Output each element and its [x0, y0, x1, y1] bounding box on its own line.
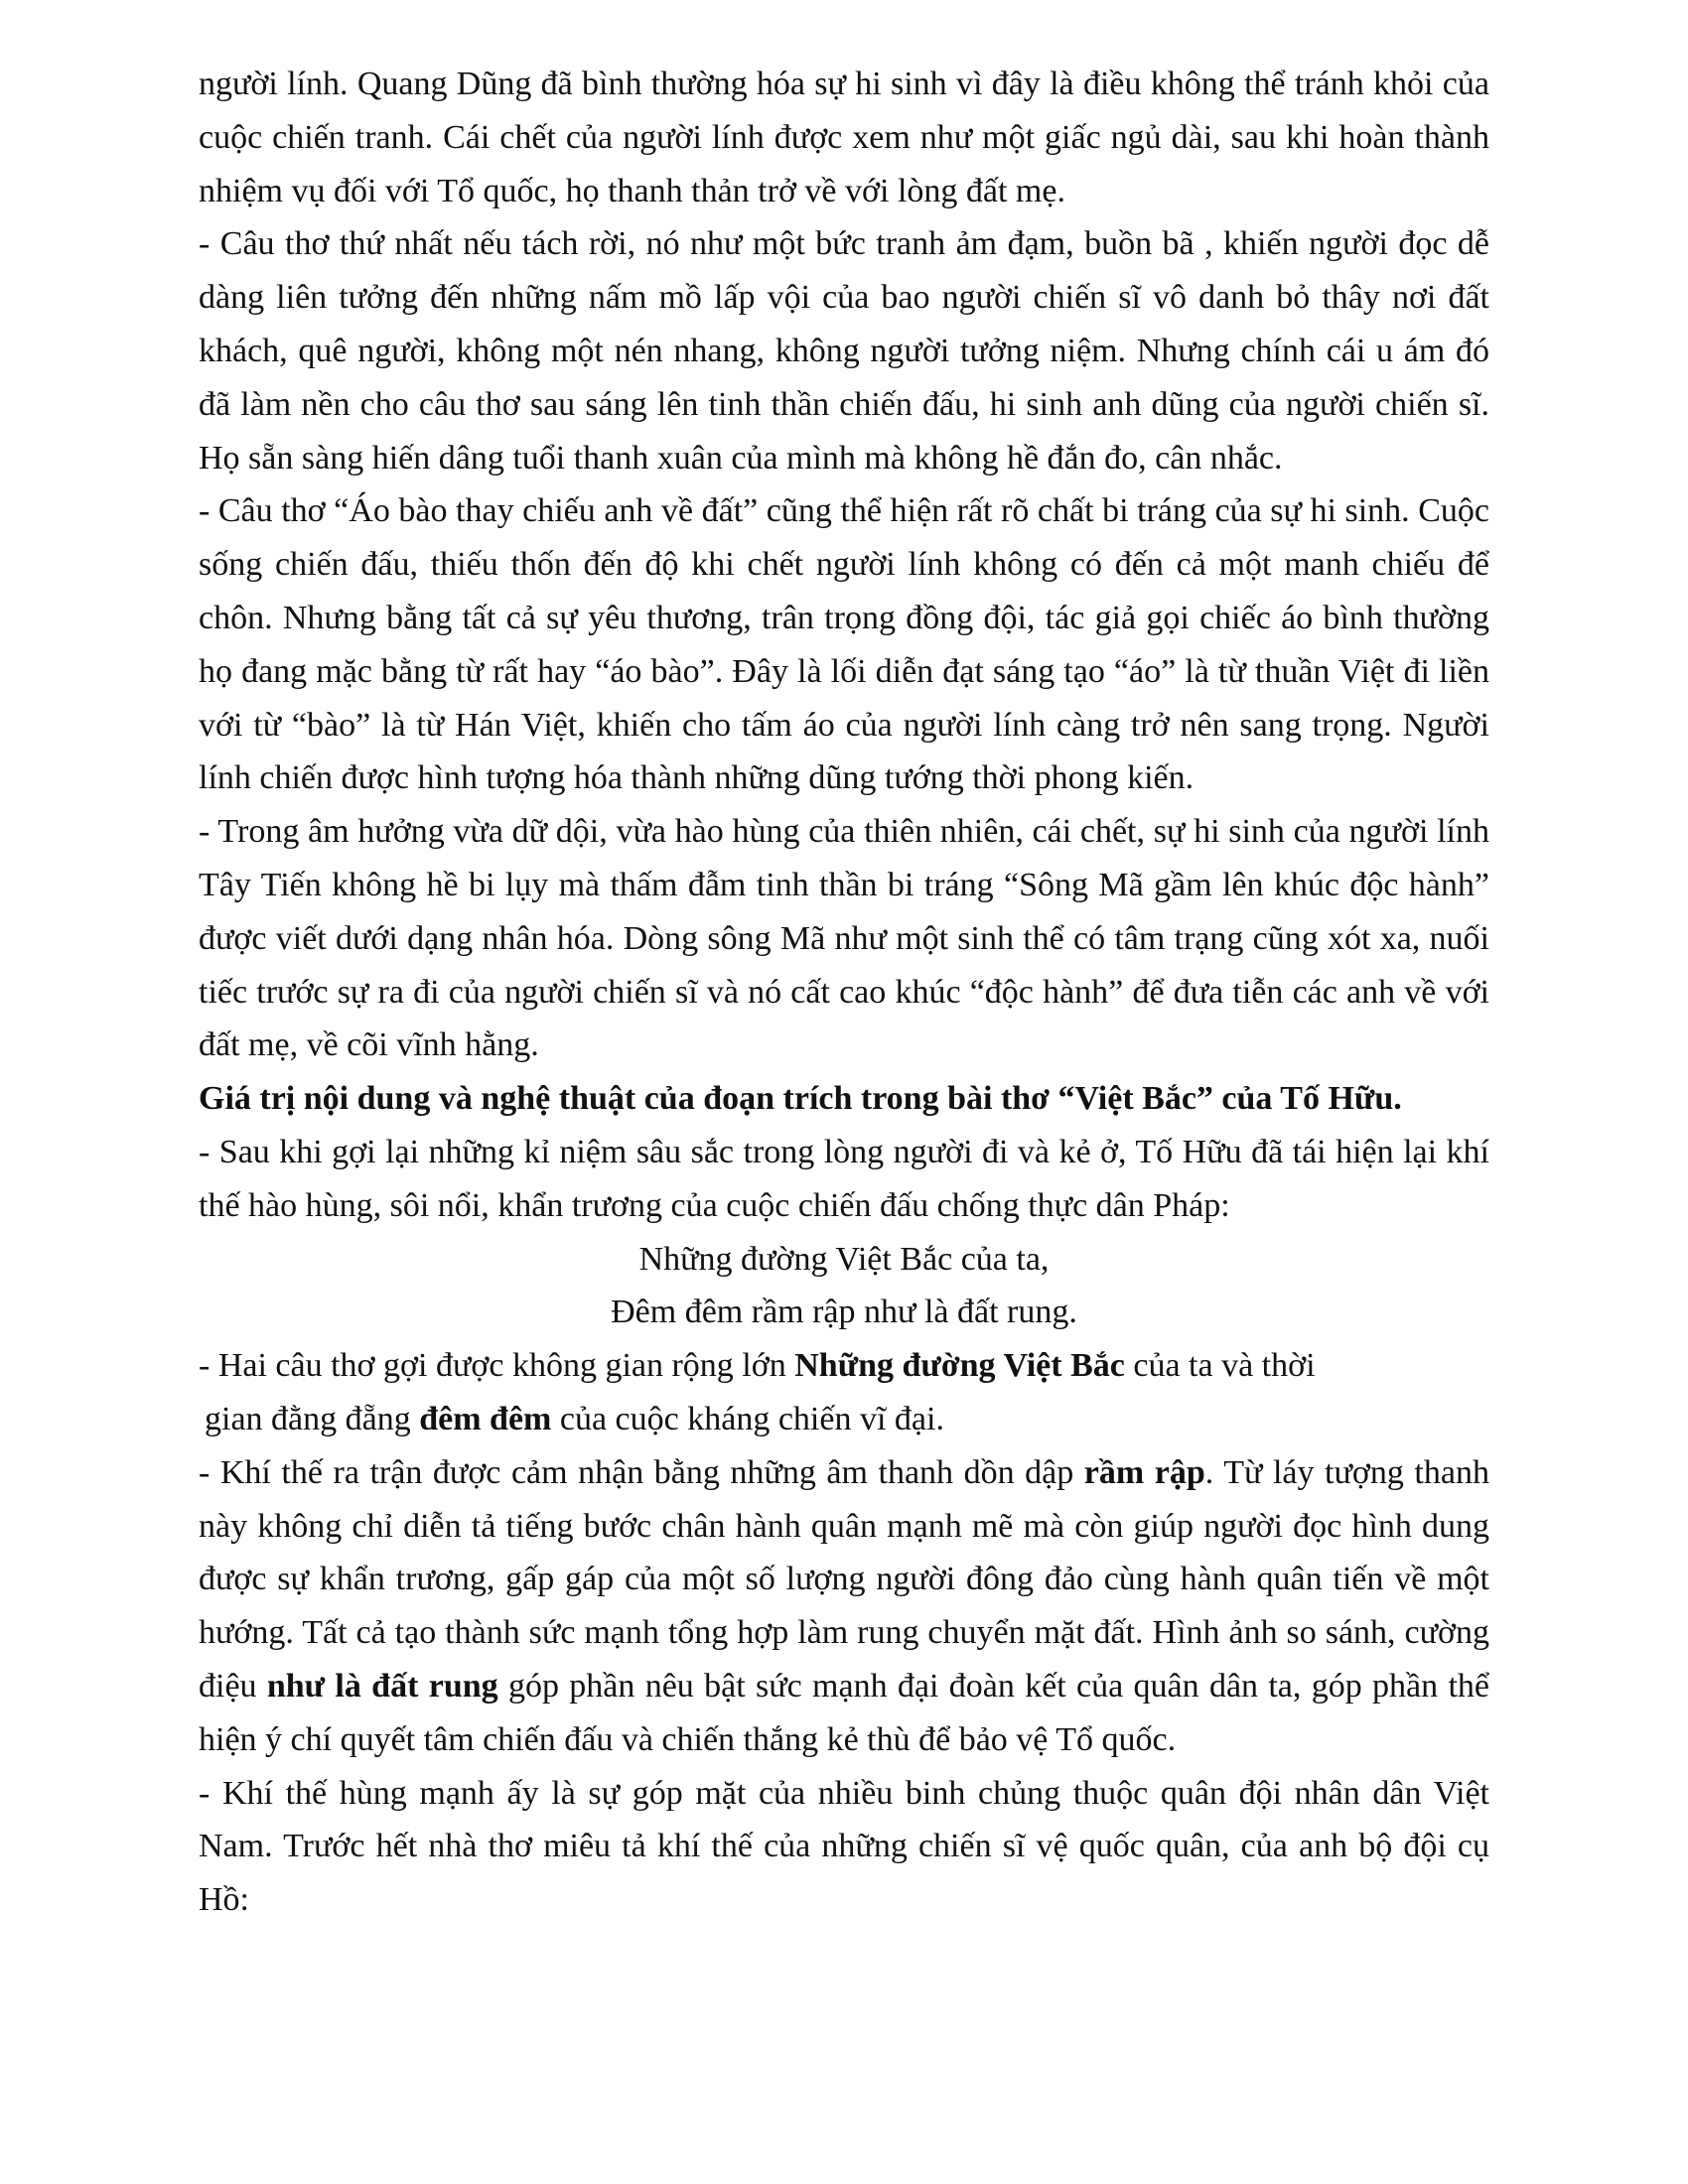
section-heading: Giá trị nội dung và nghệ thuật của đoạn trích trong bài thơ “Việt Bắc” của Tố Hữu. — [199, 1080, 1402, 1118]
paragraph-6-text-d: của cuộc kháng chiến vĩ đại. — [551, 1400, 944, 1437]
paragraph-7-bold-b: như là đất rung — [266, 1667, 498, 1705]
paragraph-8: - Khí thế hùng mạnh ấy là sự góp mặt của nhiều binh chủng thuộc quân đội nhân dân Việt Nam. Trước hết nhà thơ miêu tả khí thế của những chiến sĩ vệ quốc quân, của anh bộ đội cụ Hồ: — [199, 1774, 1489, 1919]
paragraph-5: - Sau khi gợi lại những kỉ niệm sâu sắc trong lòng người đi và kẻ ở, Tố Hữu đã tái hiện lại khí thế hào hùng, sôi nổi, khẩn trương của cuộc chiến đấu chống thực dân Pháp: — [199, 1133, 1489, 1224]
paragraph-6-text-b: của ta và thời — [1124, 1347, 1316, 1385]
paragraph-6-bold-b: đêm đêm — [419, 1400, 552, 1437]
paragraph-7-text-c: góp phần nêu bật sức mạnh đại đoàn kết của quân dân ta, góp phần thể hiện ý chí quyết tâm chiến đấu và chiến thắng kẻ thù để bảo vệ Tổ quốc. — [199, 1667, 1489, 1758]
paragraph-1: người lính. Quang Dũng đã bình thường hóa sự hi sinh vì đây là điều không thể tránh khỏi của cuộc chiến tranh. Cái chết của người lính được xem như một giấc ngủ dài, sau khi hoàn thành nhiệm vụ đối với Tổ quốc, họ thanh thản trở về với lòng đất mẹ. — [199, 66, 1489, 209]
paragraph-7-bold-a: rầm rập — [1083, 1453, 1205, 1491]
document-page — [199, 58, 1489, 1927]
paragraph-6-bold-a: Những đường Việt Bắc — [794, 1347, 1125, 1385]
verse-line-2: Đêm đêm rầm rập như là đất rung. — [611, 1294, 1077, 1331]
paragraph-4: - Trong âm hưởng vừa dữ dội, vừa hào hùng của thiên nhiên, cái chết, sự hi sinh của người lính Tây Tiến không hề bi lụy mà thấm đẫm tinh thần bi tráng “Sông Mã gầm lên khúc độc hành” được viết dưới dạng nhân hóa. Dòng sông Mã như một sinh thể có tâm trạng cũng xót xa, nuối tiếc trước sự ra đi của người chiến sĩ và nó cất cao khúc “độc hành” để đưa tiễn các anh về với đất mẹ, về cõi vĩnh hằng. — [199, 813, 1489, 1064]
paragraph-6-text-c: gian đằng đẵng — [205, 1400, 420, 1437]
paragraph-7-text-a: - Khí thế ra trận được cảm nhận bằng những âm thanh dồn dập — [199, 1453, 1084, 1491]
paragraph-2: - Câu thơ thứ nhất nếu tách rời, nó như một bức tranh ảm đạm, buồn bã , khiến người đọc dễ dàng liên tưởng đến những nấm mồ lấp vội của bao người chiến sĩ vô danh bỏ thây nơi đất khách, quê người, không một nén nhang, không người tưởng niệm. Nhưng chính cái u ám đó đã làm nền cho câu thơ sau sáng lên tinh thần chiến đấu, hi sinh anh dũng của người chiến sĩ. Họ sẵn sàng hiến dâng tuổi thanh xuân của mình mà không hề đắn đo, cân nhắc. — [199, 225, 1489, 477]
paragraph-3: - Câu thơ “Áo bào thay chiếu anh về đất” cũng thể hiện rất rõ chất bi tráng của sự hi sinh. Cuộc sống chiến đấu, thiếu thốn đến độ khi chết người lính không có đến cả một manh chiếu để chôn. Nhưng bằng tất cả sự yêu thương, trân trọng đồng đội, tác giả gọi chiếc áo bình thường họ đang mặc bằng từ rất hay “áo bào”. Đây là lối diễn đạt sáng tạo “áo” là từ thuần Việt đi liền với từ “bào” là từ Hán Việt, khiến cho tấm áo của người lính càng trở nên sang trọng. Người lính chiến được hình tượng hóa thành những dũng tướng thời phong kiến. — [199, 492, 1489, 797]
paragraph-6-text-a: - Hai câu thơ gợi được không gian rộng lớn — [199, 1347, 795, 1385]
paragraph-7-text-b: . Từ láy tượng thanh này không chỉ diễn tả tiếng bước chân hành quân mạnh mẽ mà còn giúp người đọc hình dung được sự khẩn trương, gấp gáp của một số lượng người đông đảo cùng hành quân tiến về một hướng. Tất cả tạo thành sức mạnh tổng hợp làm rung chuyển mặt đất. Hình ảnh so sánh, cường điệu — [199, 1453, 1489, 1705]
verse-line-1: Những đường Việt Bắc của ta, — [638, 1240, 1050, 1278]
paragraph-6 — [199, 1339, 1489, 1446]
paragraph-7 — [199, 1446, 1489, 1767]
